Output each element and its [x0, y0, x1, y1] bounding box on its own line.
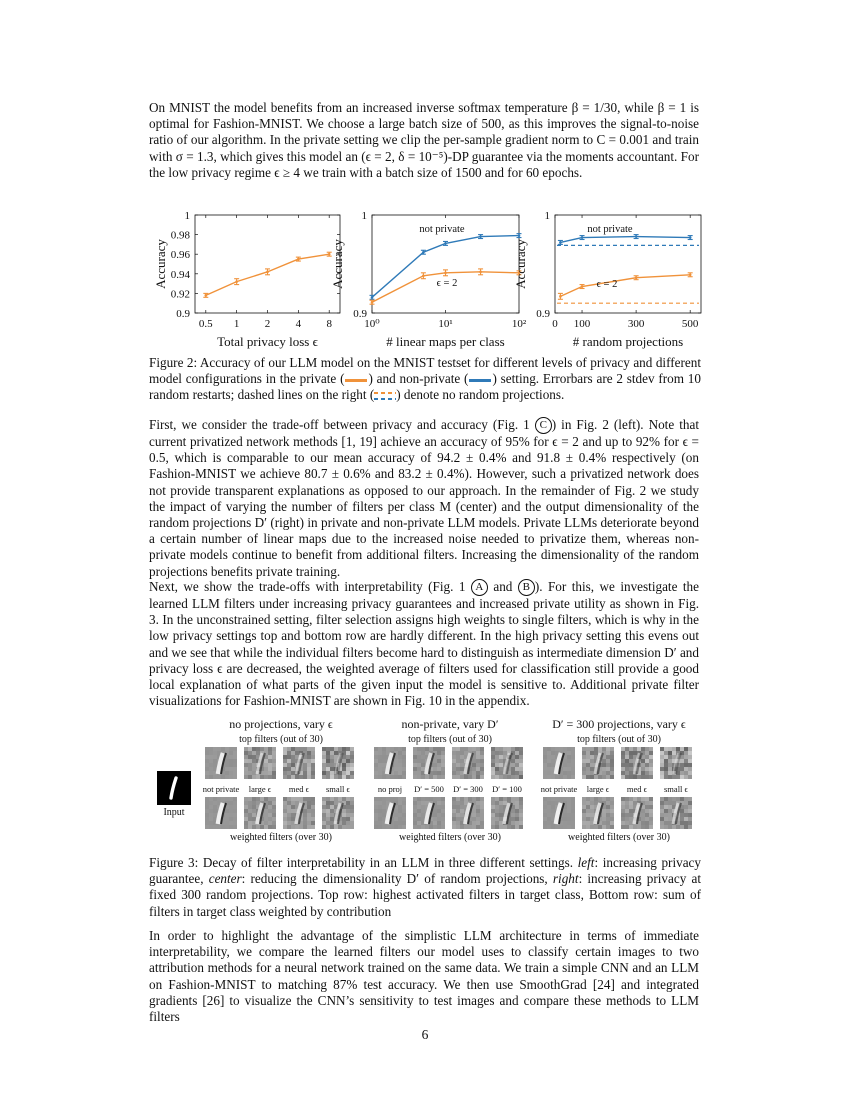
- private-legend-swatch: [345, 379, 367, 382]
- figure-2-charts: [0, 205, 850, 355]
- p3-part-a: Next, we show the trade-offs with interpretability (Fig. 1: [149, 579, 471, 594]
- input-digit-image: [157, 771, 191, 805]
- filter-column-label: med ϵ: [288, 784, 310, 794]
- y-axis-label: Accuracy: [513, 239, 528, 289]
- chart-panel-1: [153, 210, 340, 349]
- filter-tile-weighted: [205, 797, 237, 830]
- fig2-caption-part-c: ) setting. Errorbars are 2 stdev from 10 random restarts; dashed lines on the right (: [149, 371, 701, 403]
- x-tick-label: 1: [233, 318, 240, 330]
- data-point: [266, 271, 269, 274]
- fig3-weighted-filters-label: weighted filters (over 30): [230, 832, 332, 843]
- y-tick-label: 0.94: [170, 268, 190, 281]
- p3-and: and: [487, 579, 518, 594]
- figure-3-caption: [149, 855, 701, 920]
- fig3-caption-part-a: Figure 3: Decay of filter interpretability in an LLM in three different settings.: [149, 855, 578, 870]
- y-tick-label: 0.92: [170, 288, 190, 301]
- filter-column-label: not private: [540, 784, 578, 794]
- filter-tile-top: [491, 747, 523, 780]
- fig3-top-filters-label: top filters (out of 30): [577, 734, 661, 745]
- paragraph-privacy-tradeoff: [149, 417, 699, 580]
- data-point: [444, 242, 447, 245]
- filter-column-label: D′ = 500: [414, 784, 444, 794]
- y-axis-label: Accuracy: [153, 239, 168, 289]
- filter-tile-top: [205, 747, 237, 780]
- figure-3: [149, 713, 701, 853]
- filter-tile-weighted: [660, 797, 692, 830]
- filter-tile-weighted: [582, 797, 614, 830]
- x-axis-label: Total privacy loss ϵ: [217, 334, 318, 349]
- data-point: [235, 280, 238, 283]
- x-tick-label: 8: [326, 318, 332, 330]
- series-line: [560, 275, 690, 297]
- filter-column-label: med ϵ: [626, 784, 648, 794]
- x-tick-label: 10⁰: [364, 318, 380, 330]
- circled-label-a: A: [471, 579, 488, 596]
- annotation-epsilon: ϵ = 2: [436, 278, 458, 289]
- fig3-top-filters-label: top filters (out of 30): [408, 734, 492, 745]
- x-tick-label: 500: [681, 318, 699, 330]
- data-point: [581, 285, 584, 288]
- y-axis-label: Accuracy: [330, 239, 345, 289]
- fig3-weighted-filters-label: weighted filters (over 30): [399, 832, 501, 843]
- filter-tile-top: [660, 747, 692, 780]
- filter-tile-weighted: [413, 797, 445, 830]
- y-tick-label: 0.9: [536, 308, 550, 320]
- fig2-caption-part-b: ) and non-private (: [368, 371, 469, 387]
- paragraph-interpretability-tradeoff: [149, 579, 699, 709]
- data-point: [559, 295, 562, 298]
- filter-column-label: no proj: [377, 784, 403, 794]
- filter-column-label: D′ = 100: [492, 784, 522, 794]
- fig3-caption-part-b: : increasing privacy guarantee,: [149, 855, 701, 887]
- data-point: [297, 258, 300, 261]
- filter-column-label: not private: [202, 784, 240, 794]
- filter-tile-top: [543, 747, 575, 780]
- data-point: [479, 235, 482, 238]
- filter-column-label: D′ = 300: [453, 784, 483, 794]
- filter-tile-top: [413, 747, 445, 780]
- data-point: [422, 274, 425, 277]
- circled-label-c: C: [535, 417, 552, 434]
- filter-tile-weighted: [491, 797, 523, 830]
- filter-tile-top: [452, 747, 484, 780]
- dashed-legend-swatch: [374, 392, 396, 401]
- input-label: Input: [163, 807, 185, 818]
- y-tick-label: 1: [184, 210, 190, 222]
- p2-part-b: ) in Fig. 2 (left). Note that current privatized network methods [1, 19] achieve an accuracy of 95% for ϵ = 2 and up to 92% for ϵ = 0.5, which is comparable to our mean accuracy of 94.2 ± 0.4% and 91.8 ± 0.4% respectively (on Fashion-MNIST we achieve 80.7 ± 0.6% and 83.2 ± 0.4%). However, such a privatized network does not provide transparent explanations as opposed to our approach. In the remainder of Fig. 2 we study the impact of varying the number of filters per class M (center) and the output dimensionality of the random projections D′ (right) in private and non-private LLM models. Private LLMs deteriorate beyond a certain number of linear maps due to the increased noise needed to privatize them, whereas non-private models continue to benefit from additional filters. Increasing the dimensionality of the random projections benefits private training.: [149, 417, 699, 579]
- annotation-not-private: not private: [419, 224, 465, 235]
- filter-tile-top: [322, 747, 354, 780]
- x-tick-label: 100: [573, 318, 591, 330]
- fig3-caption-part-d: : increasing privacy at fixed 300 random projections. Top row: highest activated filters in target class, Bottom row: sum of filters in target class weighted by contribution: [149, 871, 701, 919]
- y-tick-label: 1: [361, 210, 367, 222]
- annotation-not-private: not private: [587, 224, 633, 235]
- x-tick-label: 4: [295, 318, 302, 330]
- x-axis-label: # linear maps per class: [386, 334, 505, 349]
- y-tick-label: 0.96: [170, 249, 190, 262]
- fig3-group-title: D′ = 300 projections, vary ϵ: [552, 717, 686, 731]
- data-point: [635, 235, 638, 238]
- filter-column-label: large ϵ: [586, 784, 610, 794]
- circled-label-b: B: [518, 579, 535, 596]
- fig3-caption-left: left: [577, 855, 595, 870]
- filter-column-label: small ϵ: [326, 784, 350, 794]
- filter-tile-weighted: [322, 797, 354, 830]
- p3-part-b: ). For this, we investigate the learned LLM filters under increasing privacy guarantees and increased private utility as shown in Fig. 3. In the unconstrained setting, filter selection assigns high weights to single filters, which is why in the low privacy settings top and bottom row are hardly different. In the high privacy setting this evens out and we see that while the individual filters become hard to distinguish as intermediate dimension D′ and privacy loss ϵ are decreased, the weighted average of filters used for classification still provide a good local explanation of what parts of the given input the model is sensitive to. Additional private filter visualizations for Fashion-MNIST are shown in Fig. 10 in the appendix.: [149, 579, 699, 709]
- data-point: [204, 294, 207, 297]
- data-point: [689, 236, 692, 239]
- x-axis-label: # random projections: [572, 334, 684, 349]
- fig3-group-title: non-private, vary D′: [401, 717, 499, 731]
- fig3-top-filters-label: top filters (out of 30): [239, 734, 323, 745]
- data-point: [689, 273, 692, 276]
- filter-tile-weighted: [543, 797, 575, 830]
- fig3-weighted-filters-label: weighted filters (over 30): [568, 832, 670, 843]
- filter-tile-top: [374, 747, 406, 780]
- x-tick-label: 300: [627, 318, 645, 330]
- x-tick-label: 0: [552, 318, 558, 330]
- paragraph-mnist-temperature: On MNIST the model benefits from an increased inverse softmax temperature β = 1/30, while β = 1 is optimal for Fashion-MNIST. We choose a large batch size of 500, as this improves the signal-to-noise ratio of our algorithm. In the private setting we clip the per-sample gradient norm to C = 0.001 and train with σ = 1.3, which gives this model an (ϵ = 2, δ = 10⁻⁵)-DP guarantee via the moments accountant. For the low privacy regime ϵ ≥ 4 we train with a batch size of 1500 and for 60 epochs.: [149, 100, 699, 180]
- filter-tile-weighted: [283, 797, 315, 830]
- y-tick-label: 0.9: [353, 308, 367, 320]
- filter-tile-weighted: [374, 797, 406, 830]
- data-point: [444, 272, 447, 275]
- paragraph-cnn-comparison: In order to highlight the advantage of the simplistic LLM architecture in terms of immediate interpretability, we compare the learned filters our model uses to classify certain images to two attribution methods for a neural network trained on the same data. We train a simple CNN and an LLM on Fashion-MNIST to matching 87% test accuracy. We then use SmoothGrad [24] and integrated gradients [26] to visualize the CNN’s sensitivity to test images and compare these methods to LLM filters: [149, 928, 699, 1025]
- filter-tile-top: [244, 747, 276, 780]
- fig2-caption-part-d: ) denote no random projections.: [396, 387, 565, 403]
- x-tick-label: 0.5: [198, 318, 213, 330]
- data-point: [518, 234, 521, 237]
- y-tick-label: 1: [544, 210, 550, 222]
- x-tick-label: 10¹: [438, 318, 453, 330]
- filter-column-label: large ϵ: [248, 784, 272, 794]
- filter-tile-weighted: [244, 797, 276, 830]
- filter-column-label: small ϵ: [664, 784, 688, 794]
- p2-part-a: First, we consider the trade-off between privacy and accuracy (Fig. 1: [149, 417, 535, 432]
- y-tick-label: 0.9: [176, 308, 190, 320]
- data-point: [581, 236, 584, 239]
- data-point: [371, 301, 374, 304]
- annotation-epsilon: ϵ = 2: [596, 279, 618, 290]
- fig3-group-title: no projections, vary ϵ: [229, 717, 333, 731]
- nonprivate-legend-swatch: [469, 379, 491, 382]
- filter-tile-weighted: [621, 797, 653, 830]
- chart-panel-3: [513, 210, 701, 349]
- y-tick-label: 0.98: [170, 229, 190, 242]
- fig3-caption-right: right: [552, 871, 579, 887]
- x-tick-label: 10²: [511, 318, 527, 330]
- data-point: [371, 296, 374, 299]
- figure-2-caption: [149, 355, 701, 404]
- filter-tile-top: [621, 747, 653, 780]
- fig3-caption-center: center: [208, 871, 242, 887]
- filter-tile-top: [582, 747, 614, 780]
- x-tick-label: 2: [264, 318, 271, 330]
- filter-tile-top: [283, 747, 315, 780]
- chart-frame: [195, 215, 340, 313]
- data-point: [635, 276, 638, 279]
- page-number: 6: [421, 1027, 429, 1042]
- fig2-caption-part-a: Figure 2: Accuracy of our LLM model on the MNIST testset for different levels of privacy and different model configurations in the private (: [149, 355, 701, 387]
- filter-tile-weighted: [452, 797, 484, 830]
- fig3-caption-part-c: : reducing the dimensionality D′ of random projections,: [241, 871, 553, 887]
- data-point: [422, 251, 425, 254]
- data-point: [479, 271, 482, 274]
- data-point: [559, 241, 562, 244]
- chart-panel-2: [330, 210, 527, 349]
